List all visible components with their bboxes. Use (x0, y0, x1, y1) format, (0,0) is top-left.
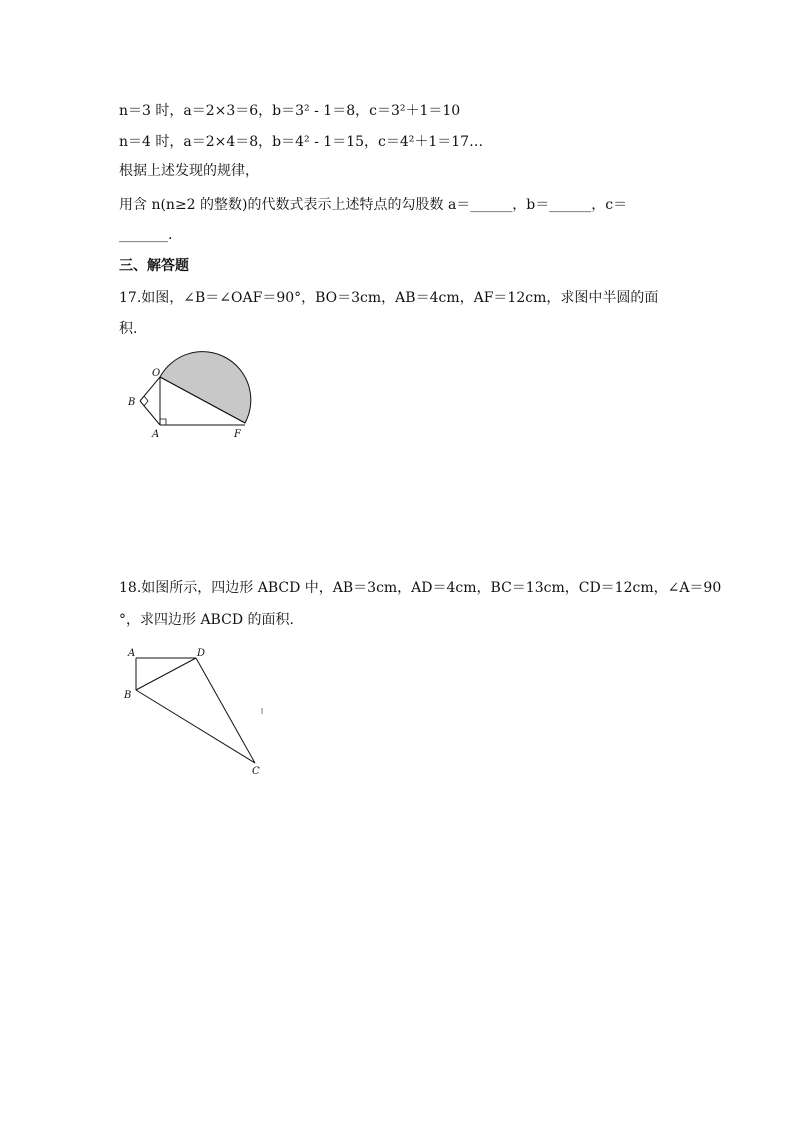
text-line-pattern: 根据上述发现的规律， (119, 163, 259, 179)
label-B: B (124, 690, 132, 701)
section-heading: 三、解答题 (119, 258, 189, 274)
text-line-express: 用含 n(n≥2 的整数)的代数式表示上述特点的勾股数 a＝______，b＝______，c＝ (119, 197, 628, 213)
question-18-line1: 18.如图所示，四边形 ABCD 中，AB＝3cm，AD＝4cm，BC＝13cm，CD＝12cm，∠A＝90 (119, 580, 722, 596)
segment-BC (136, 690, 255, 763)
label-A: A (152, 429, 160, 440)
label-F: F (234, 429, 241, 440)
label-A: A (128, 648, 136, 659)
question-18-line2: °，求四边形 ABCD 的面积. (119, 612, 294, 628)
label-O: O (152, 368, 161, 379)
text-line-n3: n＝3 时，a＝2×3＝6，b＝3² - 1＝8，c＝3²＋1＝10 (119, 103, 461, 119)
label-D: D (197, 648, 206, 659)
text-line-blank: _______. (119, 227, 173, 243)
question-17-line1: 17.如图，∠B＝∠OAF＝90°，BO＝3cm，AB＝4cm，AF＝12cm，求图中半圆的面 (119, 290, 659, 306)
question-17-line2: 积. (119, 321, 138, 337)
segment-BD (136, 658, 196, 690)
label-C: C (252, 766, 260, 777)
label-B: B (128, 397, 136, 408)
segment-DC (196, 658, 255, 763)
text-line-n4: n＝4 时，a＝2×4＝8，b＝4² - 1＝15，c＝4²＋1＝17… (119, 134, 484, 150)
